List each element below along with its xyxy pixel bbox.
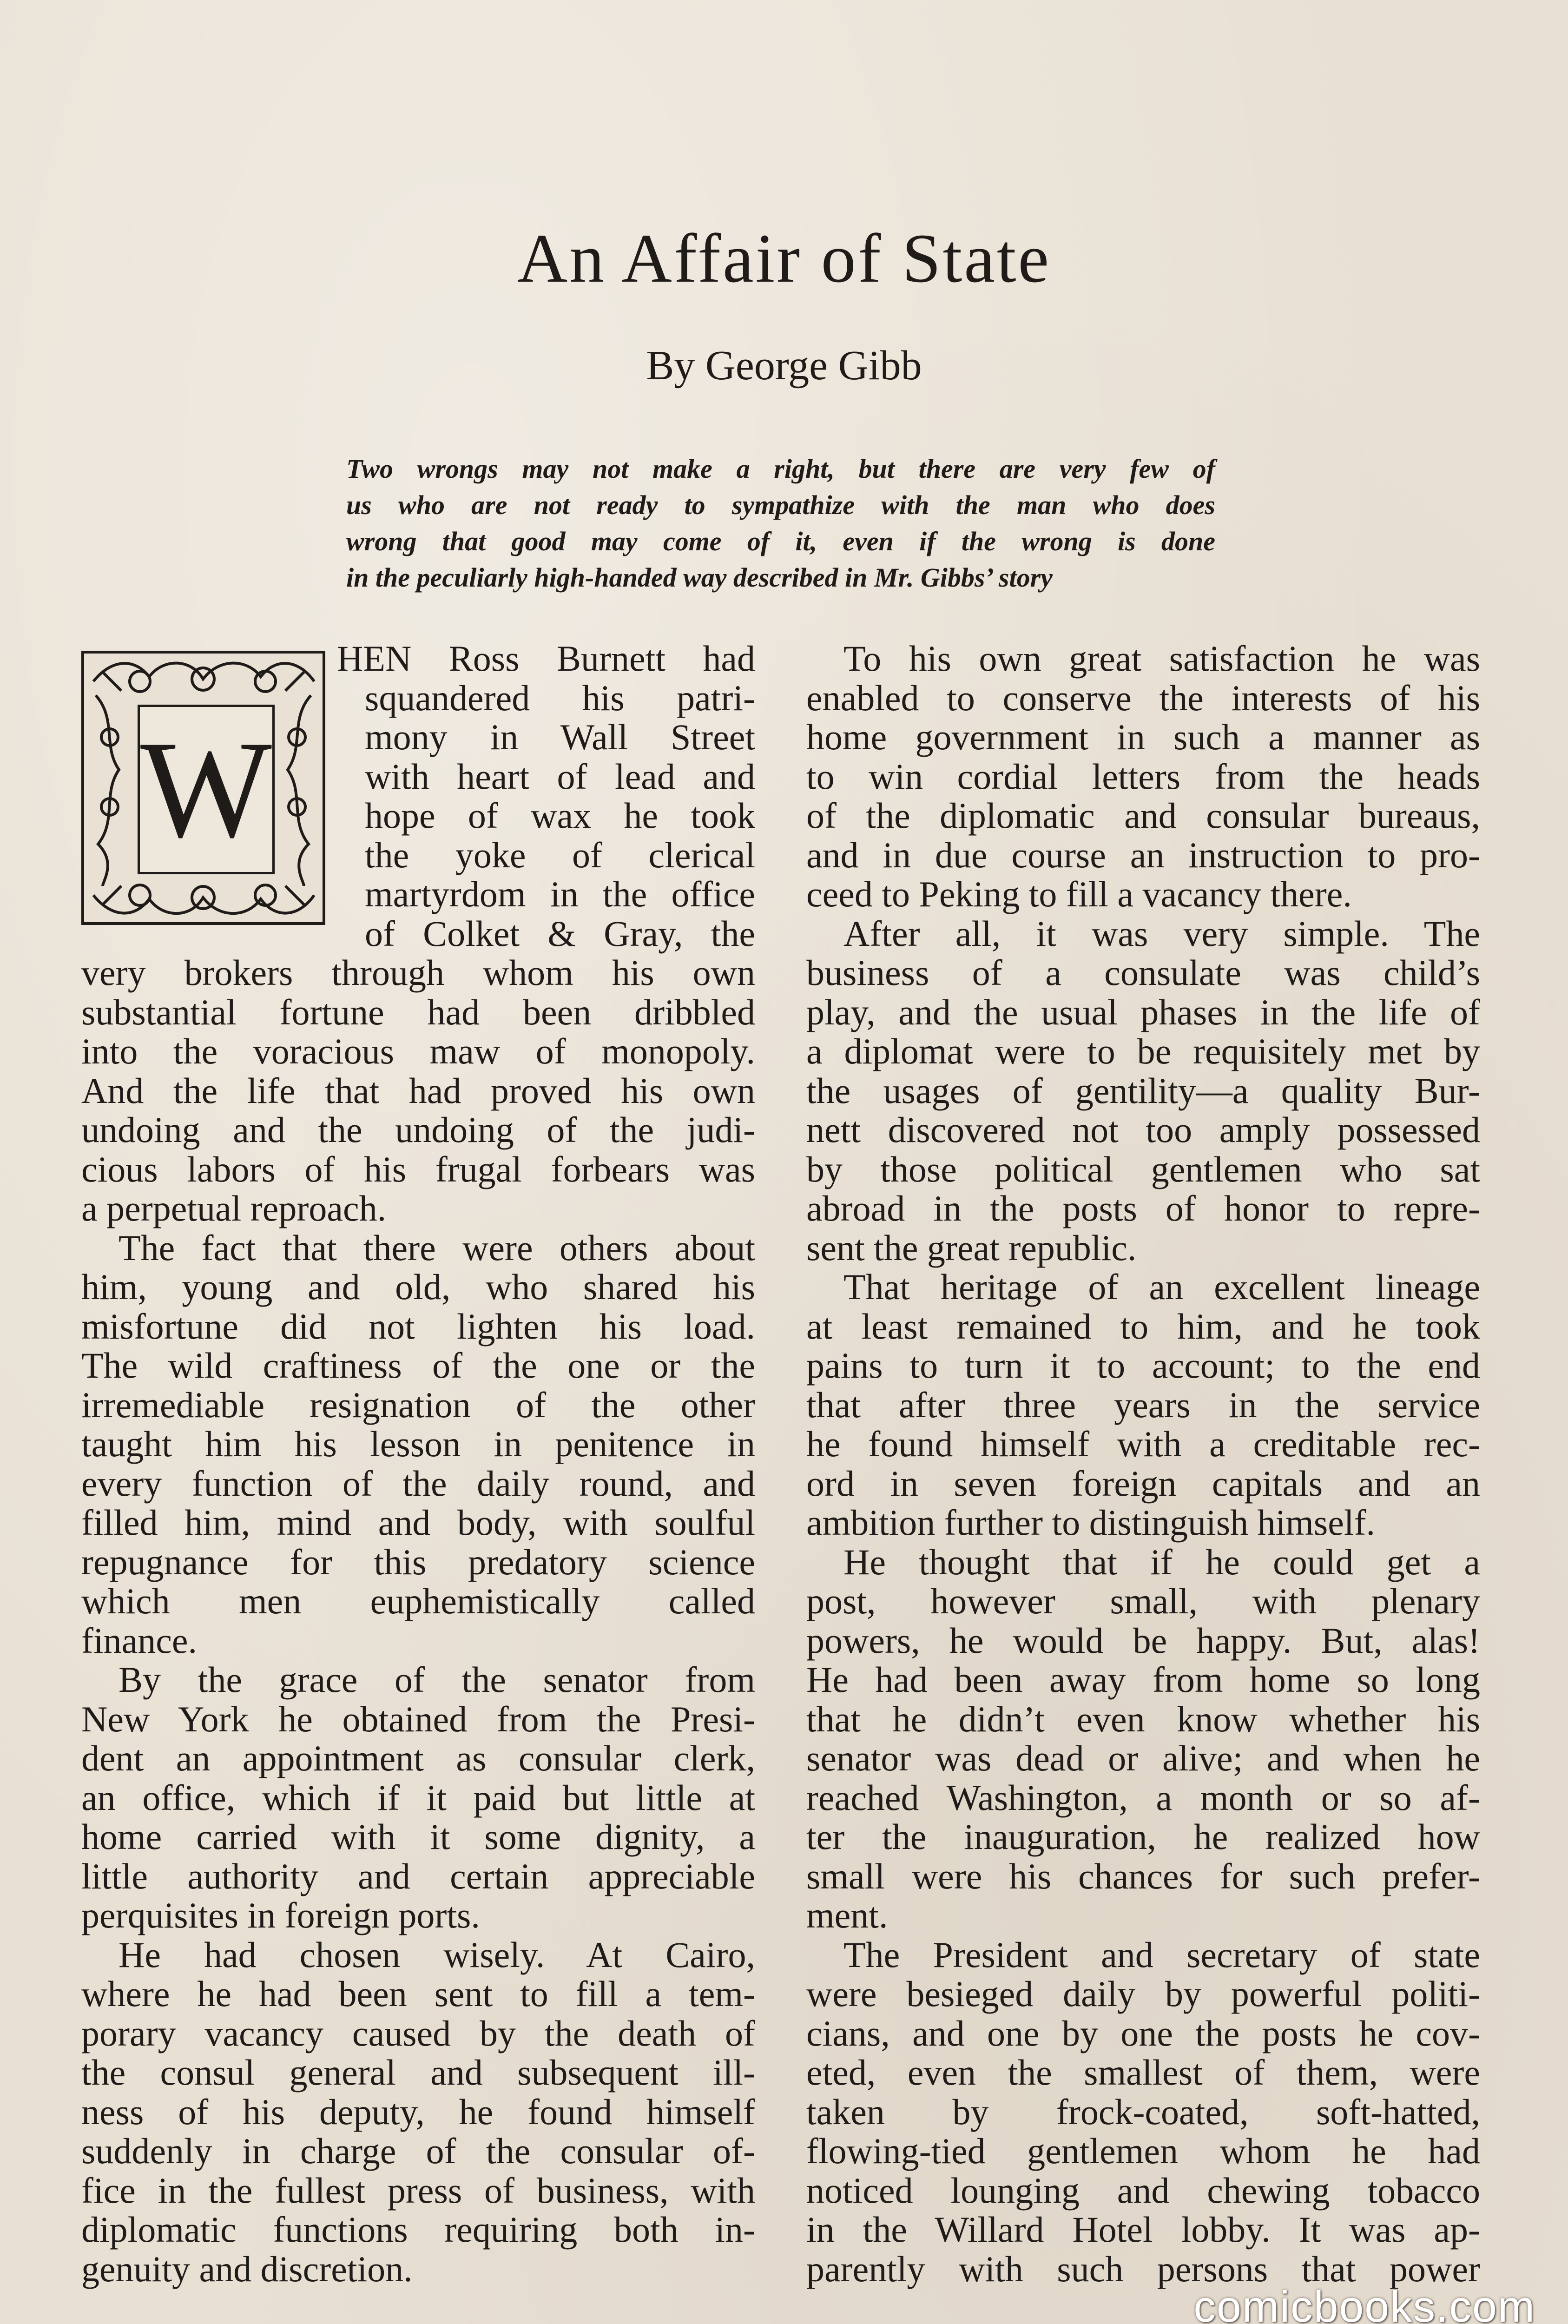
text-line: enabled to conserve the interests of his [806,677,1480,718]
text-line: martyrdom in the office [365,874,755,914]
text-line: perquisites in foreign ports. [81,1895,480,1935]
text-line: with heart of lead and [365,756,755,797]
article-title: An Affair of State [517,220,1051,297]
text-line: And the life that had proved his own [81,1070,755,1111]
text-line: diplomatic functions requiring both in- [81,2209,755,2250]
text-line: substantial fortune had been dribbled [81,991,755,1032]
site-watermark: comicbooks.com [1193,2282,1535,2324]
article-dek [346,451,1215,596]
text-line: little authority and certain appreciable [81,1855,755,1896]
text-line: squandered his patri- [365,677,755,718]
text-line: ceed to Peking to fill a vacancy there. [806,874,1352,914]
text-line: parently with such persons that power [806,2248,1480,2289]
text-line: taken by frock-coated, soft-hatted, [806,2091,1480,2132]
text-line: every function of the daily round, and [81,1463,755,1504]
text-line: ter the inauguration, he realized how [806,1816,1480,1857]
text-line: him, young and old, who shared his [81,1267,755,1307]
text-line: irremediable resignation of the other [81,1384,755,1425]
text-line: He thought that if he could get a [843,1541,1480,1582]
text-line: by those political gentlemen who sat [806,1149,1480,1189]
dek-line: us who are not ready to sympathize with the man who does [346,490,1215,520]
text-line: To his own great satisfaction he was [843,638,1480,679]
text-line: of Colket & Gray, the [365,913,755,954]
dek-line: wrong that good may come of it, even if the wrong is done [346,526,1215,556]
text-line: He had chosen wisely. At Cairo, [119,1934,755,1975]
text-line: ambition further to distinguish himself. [806,1502,1376,1543]
text-line: where he had been sent to fill a tem- [81,1974,755,2014]
text-line: HEN Ross Burnett had [337,638,755,679]
text-line: which men euphemistically called [81,1581,755,1621]
text-line: eted, even the smallest of them, were [806,2052,1480,2093]
text-line: After all, it was very simple. The [843,913,1480,954]
text-line: play, and the usual phases in the life of [806,991,1480,1032]
text-line: cians, and one by one the posts he cov- [806,2013,1480,2053]
text-line: the consul general and subsequent ill- [81,2052,755,2093]
text-line: The wild craftiness of the one or the [81,1345,755,1386]
text-line: into the voracious maw of monopoly. [81,1031,755,1071]
text-line: very brokers through whom his own [81,952,755,993]
author-byline: By George Gibb [646,343,922,389]
text-line: reached Washington, a month or so af- [806,1777,1480,1818]
text-line: That heritage of an excellent lineage [843,1267,1480,1307]
text-line: in the Willard Hotel lobby. It was ap- [806,2209,1480,2250]
text-line: and in due course an instruction to pro- [806,834,1480,875]
text-line: powers, he would be happy. But, alas! [806,1620,1480,1661]
text-line: By the grace of the senator from [119,1659,755,1700]
text-line: He had been away from home so long [806,1659,1480,1700]
dek-line: in the peculiarly high-handed way described in Mr. Gibbs’ story [346,562,1053,593]
text-line: misfortune did not lighten his load. [81,1306,755,1347]
text-line: suddenly in charge of the consular of- [81,2131,755,2171]
text-line: taught him his lesson in penitence in [81,1424,755,1464]
text-line: abroad in the posts of honor to repre- [806,1188,1480,1228]
text-line: the usages of gentility—a quality Bur- [806,1070,1480,1111]
text-line: senator was dead or alive; and when he [806,1738,1480,1778]
text-line: ord in seven foreign capitals and an [806,1463,1480,1504]
text-line: repugnance for this predatory science [81,1541,755,1582]
text-line: mony in Wall Street [365,717,755,757]
text-line: an office, which if it paid but little at [81,1777,755,1818]
text-line: to win cordial letters from the heads [806,756,1480,797]
text-line: business of a consulate was child’s [806,952,1480,993]
text-line: ment. [806,1895,888,1935]
text-line: dent an appointment as consular clerk, [81,1738,755,1778]
text-line: the yoke of clerical [365,834,755,875]
text-line: undoing and the undoing of the judi- [81,1109,755,1150]
text-line: hope of wax he took [365,795,755,836]
text-line: post, however small, with plenary [806,1581,1480,1621]
text-line: The President and secretary of state [843,1934,1480,1975]
text-line: nett discovered not too amply possessed [806,1109,1480,1150]
text-line: The fact that there were others about [119,1227,755,1268]
text-line: home carried with it some dignity, a [81,1816,755,1857]
text-line: New York he obtained from the Presi- [81,1698,755,1739]
text-line: finance. [81,1620,198,1661]
text-line: porary vacancy caused by the death of [81,2013,755,2053]
text-line: small were his chances for such prefer- [806,1855,1480,1896]
text-line: a diplomat were to be requisitely met by [806,1031,1480,1071]
text-line: ness of his deputy, he found himself [81,2091,755,2132]
text-line: flowing-tied gentlemen whom he had [806,2131,1480,2171]
text-line: were besieged daily by powerful politi- [806,1974,1480,2014]
drop-cap-letter: W [140,712,272,866]
text-line: pains to turn it to account; to the end [806,1345,1480,1386]
dek-line: Two wrongs may not make a right, but there are very few of [346,454,1215,484]
text-line: at least remained to him, and he took [806,1306,1480,1347]
text-line: genuity and discretion. [81,2248,413,2289]
text-line: cious labors of his frugal forbears was [81,1149,755,1189]
right-column [806,639,1480,2289]
text-line: that after three years in the service [806,1384,1480,1425]
text-line: home government in such a manner as [806,717,1480,757]
left-column [81,639,755,2289]
text-line: he found himself with a creditable rec- [806,1424,1480,1464]
text-line: sent the great republic. [806,1227,1137,1268]
text-line: filled him, mind and body, with soulful [81,1502,755,1543]
text-line: fice in the fullest press of business, with [81,2170,755,2211]
text-line: a perpetual reproach. [81,1188,387,1228]
text-line: of the diplomatic and consular bureaus, [806,795,1480,836]
text-line: noticed lounging and chewing tobacco [806,2170,1480,2211]
text-line: that he didn’t even know whether his [806,1698,1480,1739]
